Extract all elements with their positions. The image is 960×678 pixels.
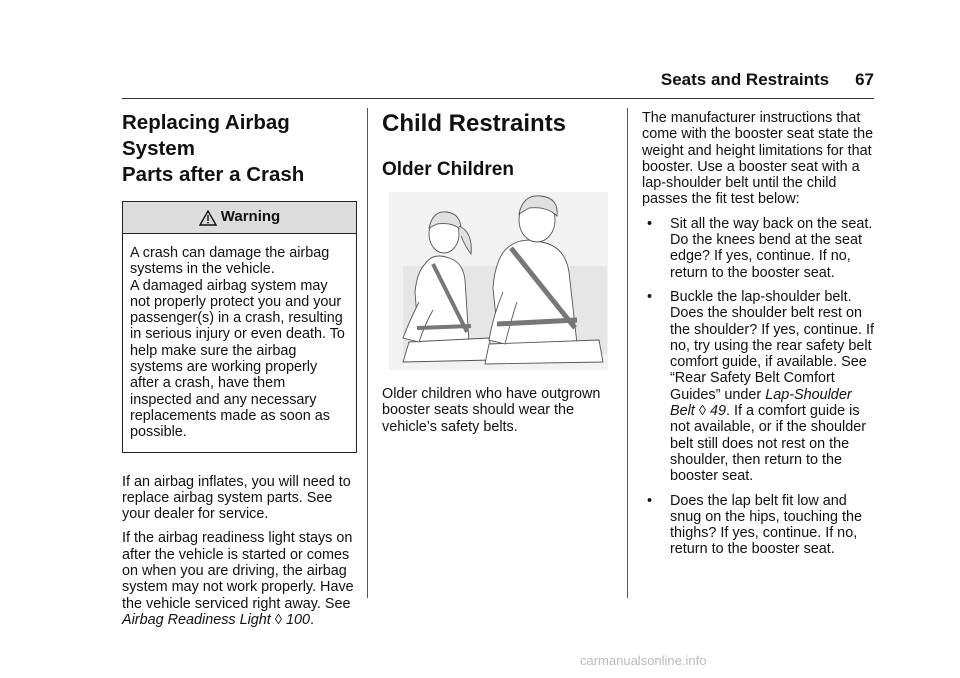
body-text: . If a comfort guide is not available, or if the shoulder belt still does not rest on the shoulder, then return to the booster seat.: [670, 403, 866, 485]
page-header: [122, 70, 874, 90]
xref-link[interactable]: Lap-Shoulder Belt: [670, 386, 852, 420]
list-item: [642, 289, 877, 485]
warning-title: Warning: [220, 208, 281, 226]
chapter-heading: Child Restraints: [382, 110, 567, 137]
list-item: [642, 493, 877, 558]
warning-header: [123, 202, 356, 234]
body-paragraph: Older children who have outgrown booster seats should wear the vehicle’s safety belts.: [382, 386, 601, 435]
right-column: [642, 110, 877, 566]
warning-paragraph: A crash can damage the airbag systems in the vehicle.: [130, 245, 330, 278]
body-paragraph: If an airbag inflates, you will need to replace airbag system parts. See your dealer for service.: [122, 473, 351, 523]
column-divider-2: [627, 108, 628, 598]
heading-line-2: Parts after a Crash: [122, 163, 305, 186]
warning-icon: [199, 210, 217, 226]
xref-link[interactable]: Airbag Readiness Light: [122, 611, 271, 628]
middle-column: [382, 110, 614, 182]
list-item-text: Does the lap belt fit low and snug on the hips, touching the thighs? If yes, continue. If no, return to the booster seat.: [670, 492, 863, 558]
watermark: carmanualsonline.info: [580, 653, 707, 668]
heading-line-1: Replacing Airbag System: [122, 111, 290, 160]
bullet-icon: •: [647, 492, 653, 509]
page-ref[interactable]: 100: [285, 611, 310, 628]
page-ref-icon: ◊: [274, 611, 282, 628]
body-text: Buckle the lap-shoulder belt. Does the shoulder belt rest on the shoulder? If yes, continue. If no, try using the rear safety belt comfort guide, if available. See “Rear Safety Belt Comfort Guides” under: [670, 288, 874, 403]
older-children-illustration: [389, 192, 608, 370]
body-paragraph-readiness: If the airbag readiness light stays on after the vehicle is started or comes on when you are driving, the airbag system may not work properly. Have the vehicle serviced right away. See Airbag Readiness Light ◊ 100.: [122, 530, 354, 628]
page-ref-icon: ◊: [698, 403, 706, 420]
header-rule: [122, 98, 874, 99]
warning-box: [122, 201, 357, 453]
page-number: 67: [855, 70, 874, 89]
column-divider-1: [367, 108, 368, 598]
page-ref[interactable]: 49: [709, 403, 726, 420]
list-item-text: Sit all the way back on the seat. Do the knees bend at the seat edge? If yes, continue. If no, return to the booster seat.: [670, 215, 873, 281]
subsection-heading: Older Children: [382, 159, 514, 180]
bullet-icon: •: [647, 288, 653, 305]
warning-body: [123, 234, 356, 452]
middle-text: [382, 386, 614, 443]
section-title: Seats and Restraints: [660, 70, 830, 89]
section-heading: [122, 110, 357, 188]
left-column: [122, 110, 357, 636]
list-item: [642, 216, 877, 281]
intro-paragraph: The manufacturer instructions that come with the booster seat state the weight and height limitations for that booster. Use a booster seat with a lap-shoulder belt until the child passes the fit test below:: [642, 110, 874, 208]
bullet-icon: •: [647, 215, 653, 232]
body-text: If the airbag readiness light stays on after the vehicle is started or comes on when you are driving, the airbag system may not work properly. Have the vehicle serviced right away. See: [122, 530, 354, 612]
warning-paragraph: A damaged airbag system may not properly protect you and your passenger(s) in a crash, resulting in serious injury or even death. To help make sure the airbag systems are working properly after a crash, have them inspected and any necessary replacements made as soon as possible.: [130, 277, 345, 441]
list-item-text: [670, 289, 877, 485]
